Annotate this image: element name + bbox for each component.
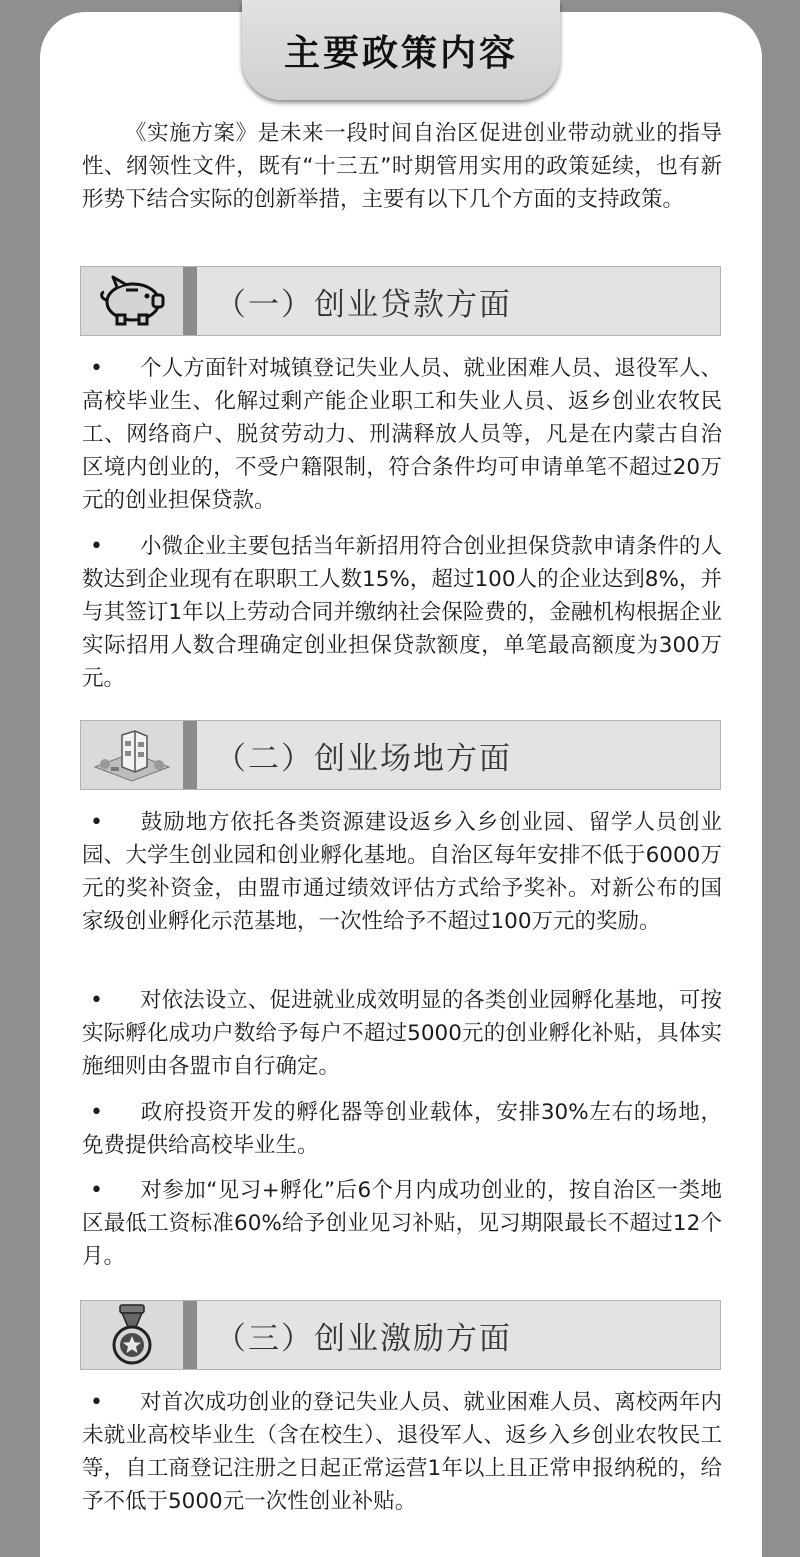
page-title: 主要政策内容 bbox=[283, 32, 518, 74]
section-divider bbox=[183, 721, 197, 789]
section-title: （三）创业激励方面 bbox=[215, 1320, 512, 1357]
list-item: • 对依法设立、促进就业成效明显的各类创业园孵化基地，可按实际孵化成功户数给予每户不超过5000元的创业孵化补贴，具体实施细则由各盟市自行确定。 bbox=[82, 984, 722, 1083]
section-divider bbox=[183, 1301, 197, 1369]
section-header-venues bbox=[80, 720, 721, 790]
intro-paragraph: 《实施方案》是未来一段时间自治区促进创业带动就业的指导性、纲领性文件，既有“十三五”时期管用实用的政策延续，也有新形势下结合实际的创新举措，主要有以下几个方面的支持政策。 bbox=[82, 121, 722, 212]
list-item: • 鼓励地方依托各类资源建设返乡入乡创业园、留学人员创业园、大学生创业园和创业孵化基地。自治区每年安排不低于6000万元的奖补资金，由盟市通过绩效评估方式给予奖补。对新公布的国家级创业孵化示范基地，一次性给予不超过100万元的奖励。 bbox=[82, 806, 722, 938]
section-title: （一）创业贷款方面 bbox=[215, 286, 512, 323]
section-title: （二）创业场地方面 bbox=[215, 740, 512, 777]
list-item: • 对参加“见习+孵化”后6个月内成功创业的，按自治区一类地区最低工资标准60%给予创业见习补贴，见习期限最长不超过12个月。 bbox=[82, 1174, 722, 1273]
list-item: • 对首次成功创业的登记失业人员、就业困难人员、离校两年内未就业高校毕业生（含在校生）、退役军人、返乡入乡创业农牧民工等，自工商登记注册之日起正常运营1年以上且正常申报纳税的，给予不低于5000元一次性创业补贴。 bbox=[82, 1386, 722, 1518]
list-item: • 小微企业主要包括当年新招用符合创业担保贷款申请条件的人数达到企业现有在职职工人数15%，超过100人的企业达到8%，并与其签订1年以上劳动合同并缴纳社会保险费的，金融机构根据企业实际招用人数合理确定创业担保贷款额度，单笔最高额度为300万元。 bbox=[82, 530, 722, 695]
section-header-incentives bbox=[80, 1300, 721, 1370]
section-divider bbox=[183, 267, 197, 335]
medal-icon bbox=[81, 1301, 183, 1369]
building-icon bbox=[81, 721, 183, 789]
piggy-bank-icon bbox=[81, 267, 183, 335]
section-header-loans bbox=[80, 266, 721, 336]
list-item: • 政府投资开发的孵化器等创业载体，安排30%左右的场地，免费提供给高校毕业生。 bbox=[82, 1096, 722, 1162]
list-item: • 个人方面针对城镇登记失业人员、就业困难人员、退役军人、高校毕业生、化解过剩产能企业职工和失业人员、返乡创业农牧民工、网络商户、脱贫劳动力、刑满释放人员等，凡是在内蒙古自治区境内创业的，不受户籍限制，符合条件均可申请单笔不超过20万元的创业担保贷款。 bbox=[82, 352, 722, 517]
page-title-tab bbox=[242, 0, 560, 100]
